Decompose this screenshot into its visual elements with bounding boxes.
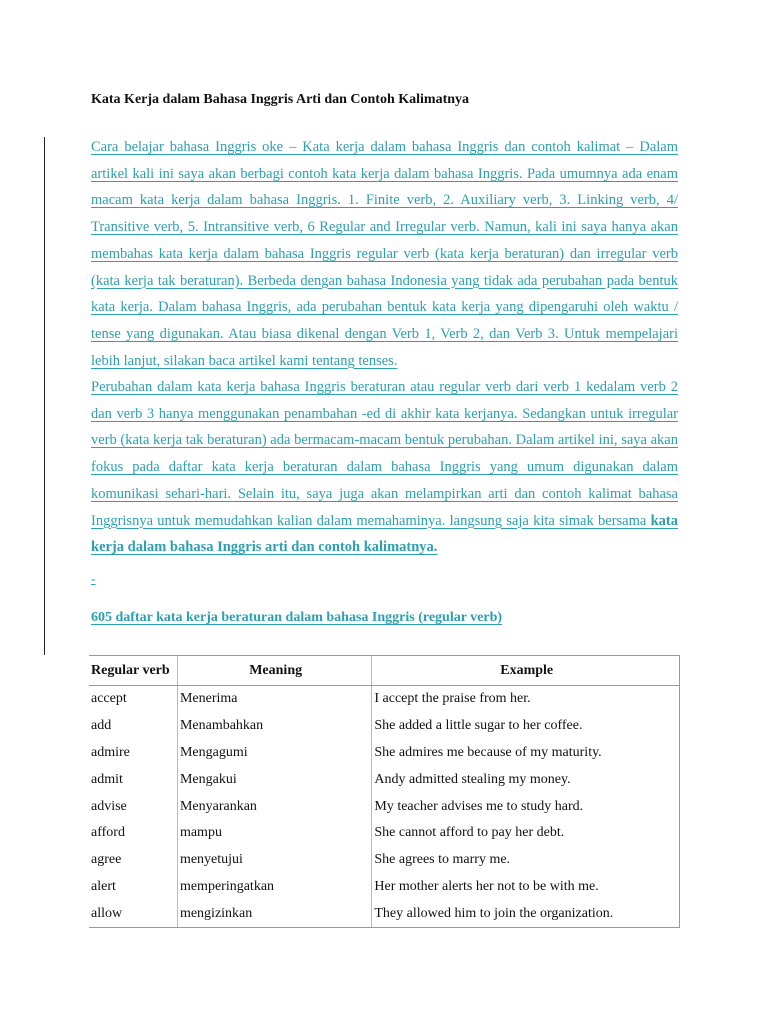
intro-paragraph-link[interactable]: Cara belajar bahasa Inggris oke – Kata kerja dalam bahasa Inggris dan contoh kalimat – Dalam artikel kali ini saya akan berbagi contoh kata kerja dalam bahasa Inggris. Pada umumnya ada enam macam kata kerja dalam bahasa Inggris. 1. Finite verb, 2. Auxiliary verb, 3. Linking verb, 4/ Transitive verb, 5. Intransitive verb, 6 Regular and Irregular verb. Namun, kali ini saya hanya akan membahas kata kerja dalam bahasa Inggris regular verb (kata kerja beraturan) dan irregular verb (kata kerja tak beraturan). Berbeda dengan bahasa Indonesia yang tidak ada perubahan pada bentuk kata kerja. Dalam bahasa Inggris, ada perubahan bentuk kata kerja yang dipengaruhi oleh waktu / tense yang digunakan. Atau biasa dikenal dengan Verb 1, Verb 2, dan Verb 3. Untuk mempelajari lebih lanjut, silakan baca artikel kami tentang tenses. xyxy=(91,139,678,369)
second-paragraph xyxy=(91,374,678,561)
example-cell: Her mother alerts her not to be with me. xyxy=(372,874,680,901)
meaning-cell: Mengagumi xyxy=(177,740,371,767)
table-row xyxy=(89,686,680,713)
example-cell: I accept the praise from her. xyxy=(372,686,680,713)
article-title-link[interactable]: kata kerja dalam bahasa Inggris arti dan contoh kalimatnya. xyxy=(91,512,678,556)
example-cell: She cannot afford to pay her debt. xyxy=(372,820,680,847)
example-cell: She added a little sugar to her coffee. xyxy=(372,713,680,740)
meaning-cell: Menyarankan xyxy=(177,793,371,820)
verb-cell: advise xyxy=(91,798,127,814)
column-header-regular-verb: Regular verb xyxy=(89,656,177,686)
example-cell: They allowed him to join the organization. xyxy=(372,900,680,927)
example-cell: My teacher advises me to study hard. xyxy=(372,793,680,820)
meaning-cell: Menambahkan xyxy=(177,713,371,740)
verb-cell: afford xyxy=(91,825,125,841)
table-row xyxy=(89,766,680,793)
example-cell: Andy admitted stealing my money. xyxy=(372,766,680,793)
table-row xyxy=(89,847,680,874)
intro-paragraph xyxy=(91,134,678,374)
table-row xyxy=(89,793,680,820)
verb-cell: admit xyxy=(91,771,123,787)
meaning-cell: memperingatkan xyxy=(177,874,371,901)
margin-change-bar xyxy=(44,137,45,655)
example-cell: She agrees to marry me. xyxy=(372,847,680,874)
table-row xyxy=(89,900,680,927)
regular-verb-table xyxy=(89,655,680,928)
column-header-meaning: Meaning xyxy=(177,656,371,686)
verb-cell: allow xyxy=(89,900,177,927)
second-paragraph-link[interactable]: Perubahan dalam kata kerja bahasa Inggris beraturan atau regular verb dari verb 1 kedalam verb 2 dan verb 3 hanya menggunakan penambahan -ed di akhir kata kerjanya. Sedangkan untuk irregular verb (kata kerja tak beraturan) ada bermacam-macam bentuk perubahan. Dalam artikel ini, saya akan fokus pada daftar kata kerja beraturan dalam bahasa Inggris yang umum digunakan dalam komunikasi sehari-hari. Selain itu, saya juga akan melampirkan arti dan contoh kalimat bahasa Inggrisnya untuk memudahkan kalian dalam memahaminya. langsung saja kita simak bersama xyxy=(91,379,678,529)
table-row xyxy=(89,820,680,847)
table-row xyxy=(89,713,680,740)
meaning-cell: menyetujui xyxy=(177,847,371,874)
page-title: Kata Kerja dalam Bahasa Inggris Arti dan Contoh Kalimatnya xyxy=(91,92,470,107)
table-row xyxy=(89,740,680,767)
example-cell: She admires me because of my maturity. xyxy=(372,740,680,767)
section-heading-link[interactable]: 605 daftar kata kerja beraturan dalam bahasa Inggris (regular verb) xyxy=(91,610,503,625)
meaning-cell: mampu xyxy=(177,820,371,847)
meaning-cell: mengizinkan xyxy=(177,900,371,927)
verb-cell: accept xyxy=(91,691,127,707)
meaning-cell: Menerima xyxy=(177,686,371,713)
dash-link[interactable]: - xyxy=(91,572,96,587)
verb-cell: alert xyxy=(91,878,116,894)
column-header-example: Example xyxy=(372,656,680,686)
verb-cell: add xyxy=(91,718,112,734)
table-header-row xyxy=(89,656,680,686)
table-row xyxy=(89,874,680,901)
verb-cell: admire xyxy=(91,744,130,760)
meaning-cell: Mengakui xyxy=(177,766,371,793)
verb-cell: agree xyxy=(91,852,122,868)
